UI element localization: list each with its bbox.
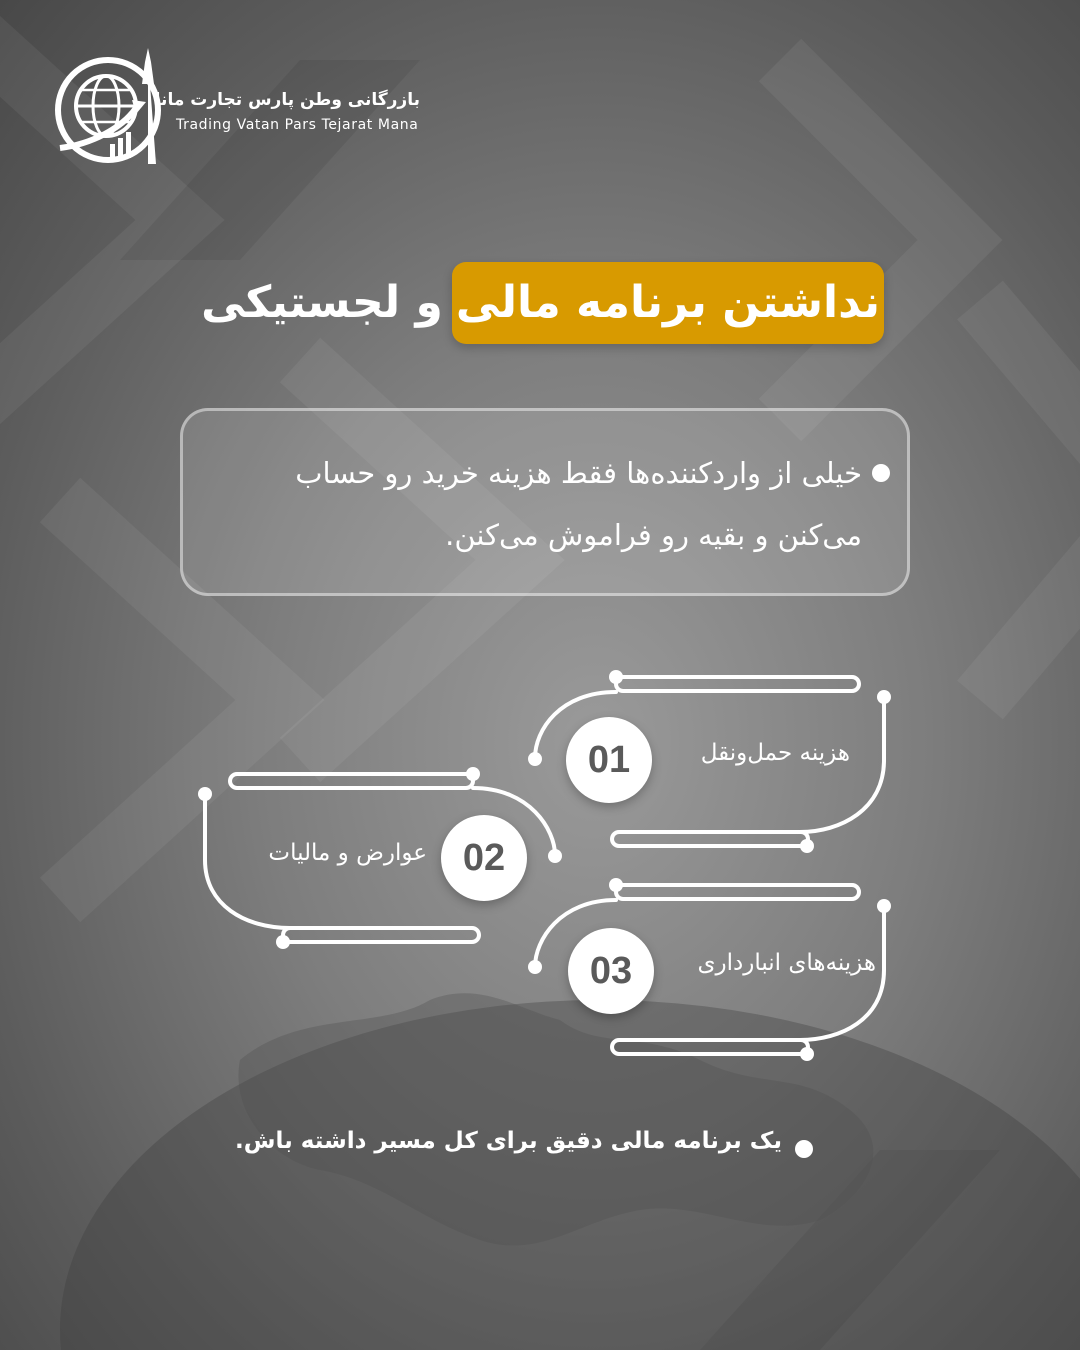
step3-dot-bottom bbox=[800, 1047, 814, 1061]
step1-bottom-rail bbox=[612, 832, 808, 846]
step-1-label: هزینه حمل‌ونقل bbox=[700, 740, 850, 766]
step3-bottom-rail bbox=[612, 1040, 808, 1054]
step2-top-rail bbox=[230, 774, 473, 788]
page-title-highlighted: نداشتن برنامه مالی bbox=[455, 277, 881, 328]
step2-dot-left bbox=[198, 787, 212, 801]
step1-dot-bottom bbox=[800, 839, 814, 853]
brand-name-en: Trading Vatan Pars Tejarat Mana bbox=[176, 117, 419, 133]
footer-bullet-icon bbox=[795, 1140, 813, 1158]
step-3-number: 03 bbox=[568, 928, 654, 1014]
step1-dot-left bbox=[528, 752, 542, 766]
step3-dot-right bbox=[877, 899, 891, 913]
intro-line-2: می‌کنن و بقیه رو فراموش می‌کنن. bbox=[445, 518, 862, 552]
step-3-label: هزینه‌های انبارداری bbox=[697, 950, 876, 976]
step2-bottom-rail bbox=[283, 928, 479, 942]
step-2-label: عوارض و مالیات bbox=[268, 840, 427, 866]
step1-top-rail bbox=[616, 677, 859, 691]
step1-dot-right bbox=[877, 690, 891, 704]
step3-dot-left bbox=[528, 960, 542, 974]
step-1-number: 01 bbox=[566, 717, 652, 803]
step2-dot-bottom bbox=[276, 935, 290, 949]
step2-dot-right bbox=[548, 849, 562, 863]
page-title-rest: و لجستیکی bbox=[201, 277, 443, 328]
step1-dot-top bbox=[609, 670, 623, 684]
step3-dot-top bbox=[609, 878, 623, 892]
step-2-number: 02 bbox=[441, 815, 527, 901]
intro-line-1: خیلی از واردکننده‌ها فقط هزینه خرید رو حساب bbox=[295, 456, 862, 490]
brand-name-fa: بازرگانی وطن پارس تجارت مانا bbox=[154, 90, 420, 110]
footer-text: یک برنامه مالی دقیق برای کل مسیر داشته باش. bbox=[235, 1128, 782, 1154]
step3-top-rail bbox=[616, 885, 859, 899]
step2-dot-top bbox=[466, 767, 480, 781]
